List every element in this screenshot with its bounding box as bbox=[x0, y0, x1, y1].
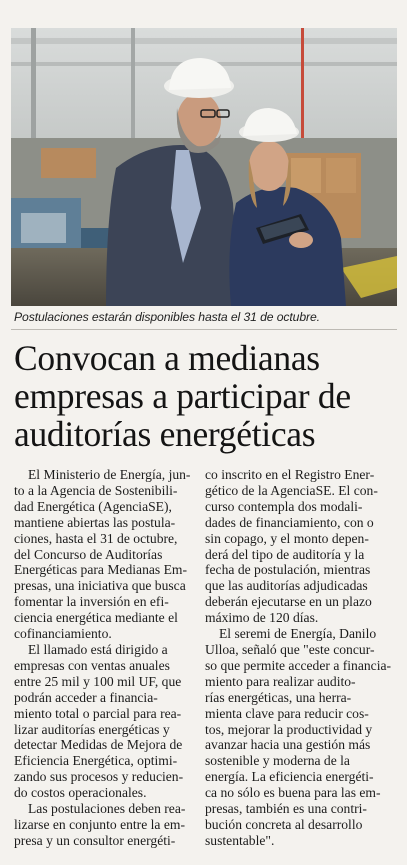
text-line: zando sus procesos y reducien- bbox=[14, 769, 184, 785]
text-line: empresas con ventas anuales bbox=[14, 657, 170, 673]
text-line: derá del tipo de auditoría y la bbox=[205, 546, 365, 562]
text-line: tos, mejorar la productividad y bbox=[205, 721, 373, 737]
text-line: sustentable". bbox=[205, 832, 275, 848]
text-line: dades de financiamiento, con o bbox=[205, 514, 374, 530]
paragraph bbox=[14, 801, 202, 849]
text-line: El seremi de Energía, Danilo bbox=[219, 626, 377, 642]
paragraph bbox=[205, 626, 393, 849]
text-line: to a la Agencia de Sostenibili- bbox=[14, 482, 178, 498]
headline-line: Convocan a medianas bbox=[14, 338, 320, 378]
text-line: Energéticas para Medianas Em- bbox=[14, 562, 187, 578]
text-line: miento total o parcial para rea- bbox=[14, 705, 182, 721]
text-line: entre 25 mil y 100 mil UF, que bbox=[14, 673, 182, 689]
paragraph bbox=[205, 467, 393, 626]
text-line: sin copago, y el monto depen- bbox=[205, 530, 369, 546]
text-line: energía. La eficiencia energéti- bbox=[205, 769, 374, 785]
text-line: del Concurso de Auditorías bbox=[14, 546, 163, 562]
article-column-left bbox=[14, 467, 202, 849]
text-line: mienta clave para reducir cos- bbox=[205, 705, 369, 721]
text-line: so que permite acceder a financia- bbox=[205, 657, 392, 673]
text-line: Ulloa, señaló que "este concur- bbox=[205, 641, 375, 657]
text-line: co inscrito en el Registro Ener- bbox=[205, 467, 375, 482]
text-line: Las postulaciones deben rea- bbox=[28, 801, 186, 817]
article-column-right bbox=[205, 467, 393, 849]
text-line: Eficiencia Energética, optimi- bbox=[14, 753, 178, 769]
text-line: dad Energética (AgenciaSE), bbox=[14, 498, 172, 514]
photo-industrial-workers-icon bbox=[11, 28, 397, 306]
text-line: lizar auditorías energéticas y bbox=[14, 721, 170, 737]
text-line: máximo de 120 días. bbox=[205, 610, 319, 626]
photo-caption: Postulaciones estarán disponibles hasta el 31 de octubre. bbox=[14, 310, 320, 324]
text-line: fecha de postulación, mientras bbox=[205, 562, 371, 578]
text-line: avanzar hacia una gestión más bbox=[205, 737, 371, 753]
headline-line: empresas a participar de bbox=[14, 376, 351, 416]
text-line: rías energéticas, una herra- bbox=[205, 689, 352, 705]
headline-line: auditorías energéticas bbox=[14, 414, 316, 454]
article-headline bbox=[14, 339, 404, 453]
text-line: ciencia energética mediante el bbox=[14, 610, 178, 626]
text-line: gético de la AgenciaSE. El con- bbox=[205, 482, 378, 498]
text-line: deberán ejecutarse en un plazo bbox=[205, 594, 372, 610]
text-line: miento para realizar audito- bbox=[205, 673, 356, 689]
text-line: detectar Medidas de Mejora de bbox=[14, 737, 183, 753]
text-line: presa y un consultor energéti- bbox=[14, 832, 176, 848]
text-line: El Ministerio de Energía, jun- bbox=[28, 467, 191, 482]
paragraph bbox=[14, 642, 202, 801]
text-line: sostenible y moderna de la bbox=[205, 753, 350, 769]
text-line: que las auditorías adjudicadas bbox=[205, 578, 368, 594]
paragraph bbox=[14, 467, 202, 642]
text-line: cofinanciamiento. bbox=[14, 626, 112, 642]
text-line: presas, también es una contri- bbox=[205, 801, 367, 817]
text-line: do costos operacionales. bbox=[14, 785, 147, 801]
text-line: bución concreta al desarrollo bbox=[205, 816, 363, 832]
text-line: fomentar la inversión en efi- bbox=[14, 594, 169, 610]
text-line: presas, una iniciativa que busca bbox=[14, 578, 186, 594]
text-line: curso contempla dos modali- bbox=[205, 498, 363, 514]
text-line: ca no sólo es buena para las em- bbox=[205, 785, 381, 801]
text-line: ciones, hasta el 31 de octubre, bbox=[14, 530, 178, 546]
text-line: mantiene abiertas las postula- bbox=[14, 514, 176, 530]
caption-divider bbox=[11, 329, 397, 330]
text-line: El llamado está dirigido a bbox=[28, 641, 168, 657]
text-line: lizarse en conjunto entre la em- bbox=[14, 816, 185, 832]
article-photo bbox=[11, 28, 397, 306]
text-line: podrán acceder a financia- bbox=[14, 689, 158, 705]
